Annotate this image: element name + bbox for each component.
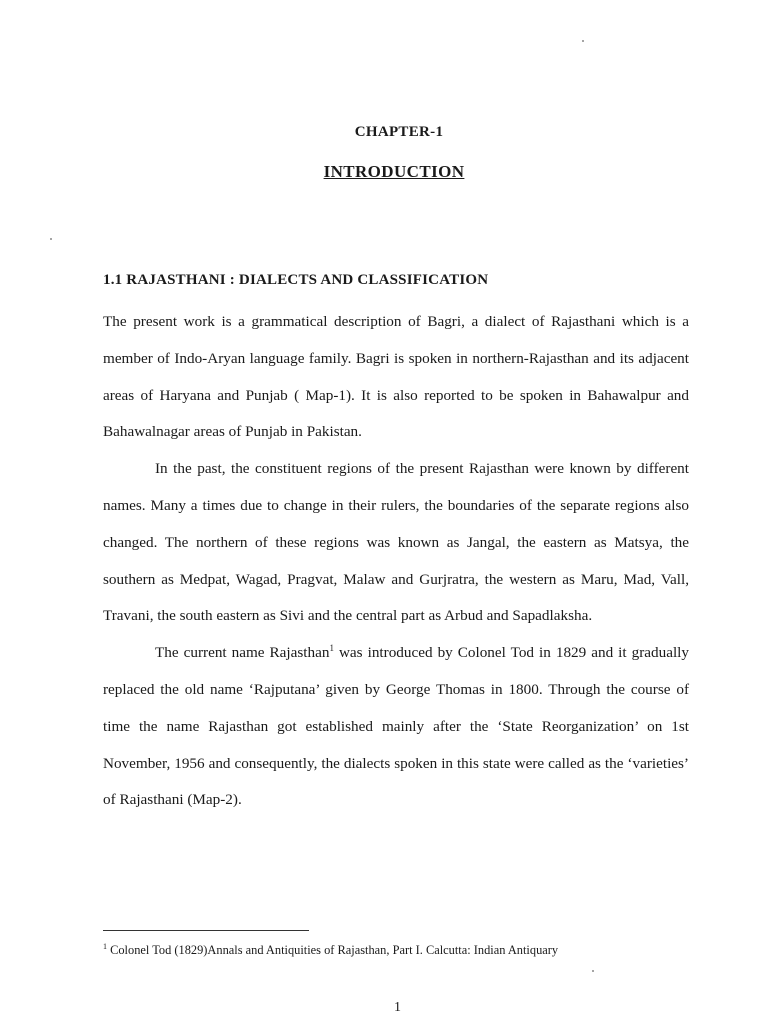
footnote (103, 943, 703, 958)
paragraph-1: The present work is a grammatical description of Bagri, a dialect of Rajasthani which is a member of Indo-Aryan language family. Bagri is spoken in northern-Rajasthan and its adjacent areas of Haryana and Punjab ( Map-1). It is also reported to be spoken in Bahawalpur and Bahawalnagar areas of Punjab in Pakistan. (103, 313, 689, 441)
footnote-divider (103, 930, 309, 931)
scan-speck (50, 238, 52, 240)
footnote-marker: 1 (103, 941, 107, 951)
page-number: 1 (394, 1000, 401, 1015)
scan-speck (592, 970, 594, 972)
paragraph-2: In the past, the constituent regions of the present Rajasthan were known by different names. Many a times due to change in their rulers, the boundaries of the separate regions also changed. The northern of these regions was known as Jangal, the eastern as Matsya, the southern as Medpat, Wagad, Pragvat, Malaw and Gurjratra, the western as Maru, Mad, Vall, Travani, the south eastern as Sivi and the central part as Arbud and Sapadlaksha. (103, 460, 689, 625)
chapter-label: CHAPTER-1 (354, 124, 444, 140)
chapter-title: INTRODUCTION (323, 162, 465, 181)
section-heading: 1.1 RAJASTHANI : DIALECTS AND CLASSIFICATION (103, 272, 489, 288)
paragraph-3-start: The current name Rajasthan (155, 644, 330, 662)
footnote-reference: 1 (329, 643, 334, 654)
paragraph-3-rest: was introduced by Colonel Tod in 1829 and it gradually replaced the old name ‘Rajputana’ given by George Thomas in 1800. Through the course of time the name Rajasthan got established mainly after the ‘State Reorganization’ on 1st November, 1956 and consequently, the dialects spoken in this state were called as the ‘varieties’ of Rajasthani (Map-2). (103, 644, 689, 809)
scan-speck (582, 40, 584, 42)
body-text (103, 304, 689, 819)
footnote-text: Colonel Tod (1829)Annals and Antiquities of Rajasthan, Part I. Calcutta: Indian Antiquary (107, 943, 559, 957)
paragraph-3 (103, 635, 689, 819)
